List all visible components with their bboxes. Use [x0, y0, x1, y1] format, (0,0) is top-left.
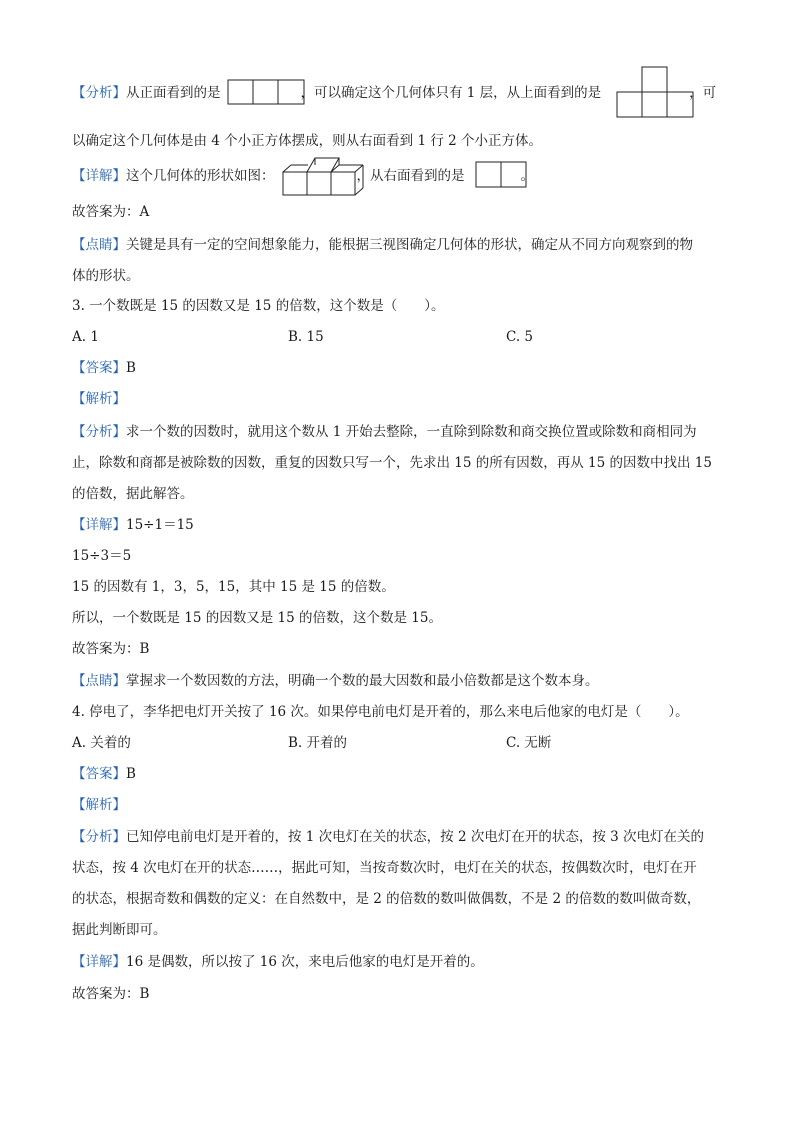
q3-final-answer: 故答案为：B — [72, 641, 150, 657]
front-view-figure — [227, 79, 305, 105]
q3-detail-line-3: 15 的因数有 1，3，5，15，其中 15 是 15 的倍数。 — [72, 579, 395, 595]
q2-final-answer: 故答案为：A — [72, 204, 150, 220]
q3-key-line: 【点睛】掌握求一个数因数的方法，明确一个数的最大因数和最小倍数都是这个数本身。 — [72, 673, 599, 689]
q4-option-b: B. 开着的 — [288, 735, 348, 751]
right-view-figure — [475, 161, 527, 188]
q4-answer: 【答案】B — [72, 766, 136, 782]
q4-option-c: C. 无断 — [506, 735, 552, 751]
q3-detail-line-1: 【详解】15÷1＝15 — [72, 517, 194, 533]
q3-detail-line-4: 所以，一个数既是 15 的因数又是 15 的倍数，这个数是 15。 — [72, 610, 442, 626]
analysis-text-b: ，可以确定这个几何体只有 1 层，从上面看到的是 — [300, 85, 602, 101]
q3-analysis-line-2: 止，除数和商都是被除数的因数，重复的因数只写一个，先求出 15 的所有因数，再从 15 的因数中找出 15 — [72, 455, 712, 471]
q4-stem: 4. 停电了，李华把电灯开关按了 16 次。如果停电前电灯是开着的，那么来电后他家的电灯是（ ）。 — [72, 704, 689, 720]
detail-text-c: 。 — [520, 168, 534, 184]
detail-tag: 【详解】 — [72, 168, 126, 184]
key-tag: 【点睛】 — [72, 237, 126, 253]
analysis-text-c: ，可 — [689, 85, 717, 101]
analysis-tag: 【分析】 — [72, 85, 126, 101]
q3-parse-tag: 【解析】 — [72, 391, 126, 407]
answer-tag: 【答案】 — [72, 360, 126, 376]
q3-analysis-line-1: 【分析】求一个数的因数时，就用这个数从 1 开始去整除，一直除到除数和商交换位置或除数和商相同为 — [72, 424, 697, 440]
q2-key-line-1: 【点睛】关键是具有一定的空间想象能力，能根据三视图确定几何体的形状，确定从不同方向观察到的物 — [72, 237, 693, 253]
top-view-figure — [616, 66, 694, 118]
detail-text-b: ，从右面看到的是 — [356, 168, 465, 184]
q4-analysis-line-1: 【分析】已知停电前电灯是开着的，按 1 次电灯在关的状态，按 2 次电灯在开的状态，按 3 次电灯在关的 — [72, 829, 705, 845]
q3-analysis-line-3: 的倍数，据此解答。 — [72, 486, 194, 502]
q4-final-answer: 故答案为：B — [72, 986, 150, 1002]
q3-option-c: C. 5 — [506, 329, 534, 345]
solid-figure — [282, 155, 362, 197]
q4-parse-tag: 【解析】 — [72, 797, 126, 813]
q3-detail-line-2: 15÷3＝5 — [72, 548, 132, 564]
q3-stem: 3. 一个数既是 15 的因数又是 15 的倍数，这个数是（ ）。 — [72, 298, 445, 314]
q4-analysis-line-2: 状态，按 4 次电灯在开的状态……，据此可知，当按奇数次时，电灯在关的状态，按偶数次时，电灯在开 — [72, 860, 697, 876]
q2-analysis-line-2: 以确定这个几何体是由 4 个小正方体摆成，则从右面看到 1 行 2 个小正方体。 — [72, 133, 543, 149]
q2-key-line-2: 体的形状。 — [72, 268, 140, 284]
analysis-text-a: 从正面看到的是 — [126, 85, 221, 101]
q3-option-a: A. 1 — [72, 329, 99, 345]
q3-answer — [72, 358, 136, 378]
q4-analysis-line-4: 据此判断即可。 — [72, 922, 167, 938]
detail-text-a: 这个几何体的形状如图： — [126, 168, 275, 184]
q4-detail-line: 【详解】16 是偶数，所以按了 16 次，来电后他家的电灯是开着的。 — [72, 954, 484, 970]
q4-analysis-line-3: 的状态，根据奇数和偶数的定义：在自然数中，是 2 的倍数的数叫做偶数，不是 2 的倍数的数叫做奇数， — [72, 891, 701, 907]
q4-option-a: A. 关着的 — [72, 735, 131, 751]
answer-value: B — [126, 360, 136, 376]
q3-option-b: B. 15 — [288, 329, 324, 345]
